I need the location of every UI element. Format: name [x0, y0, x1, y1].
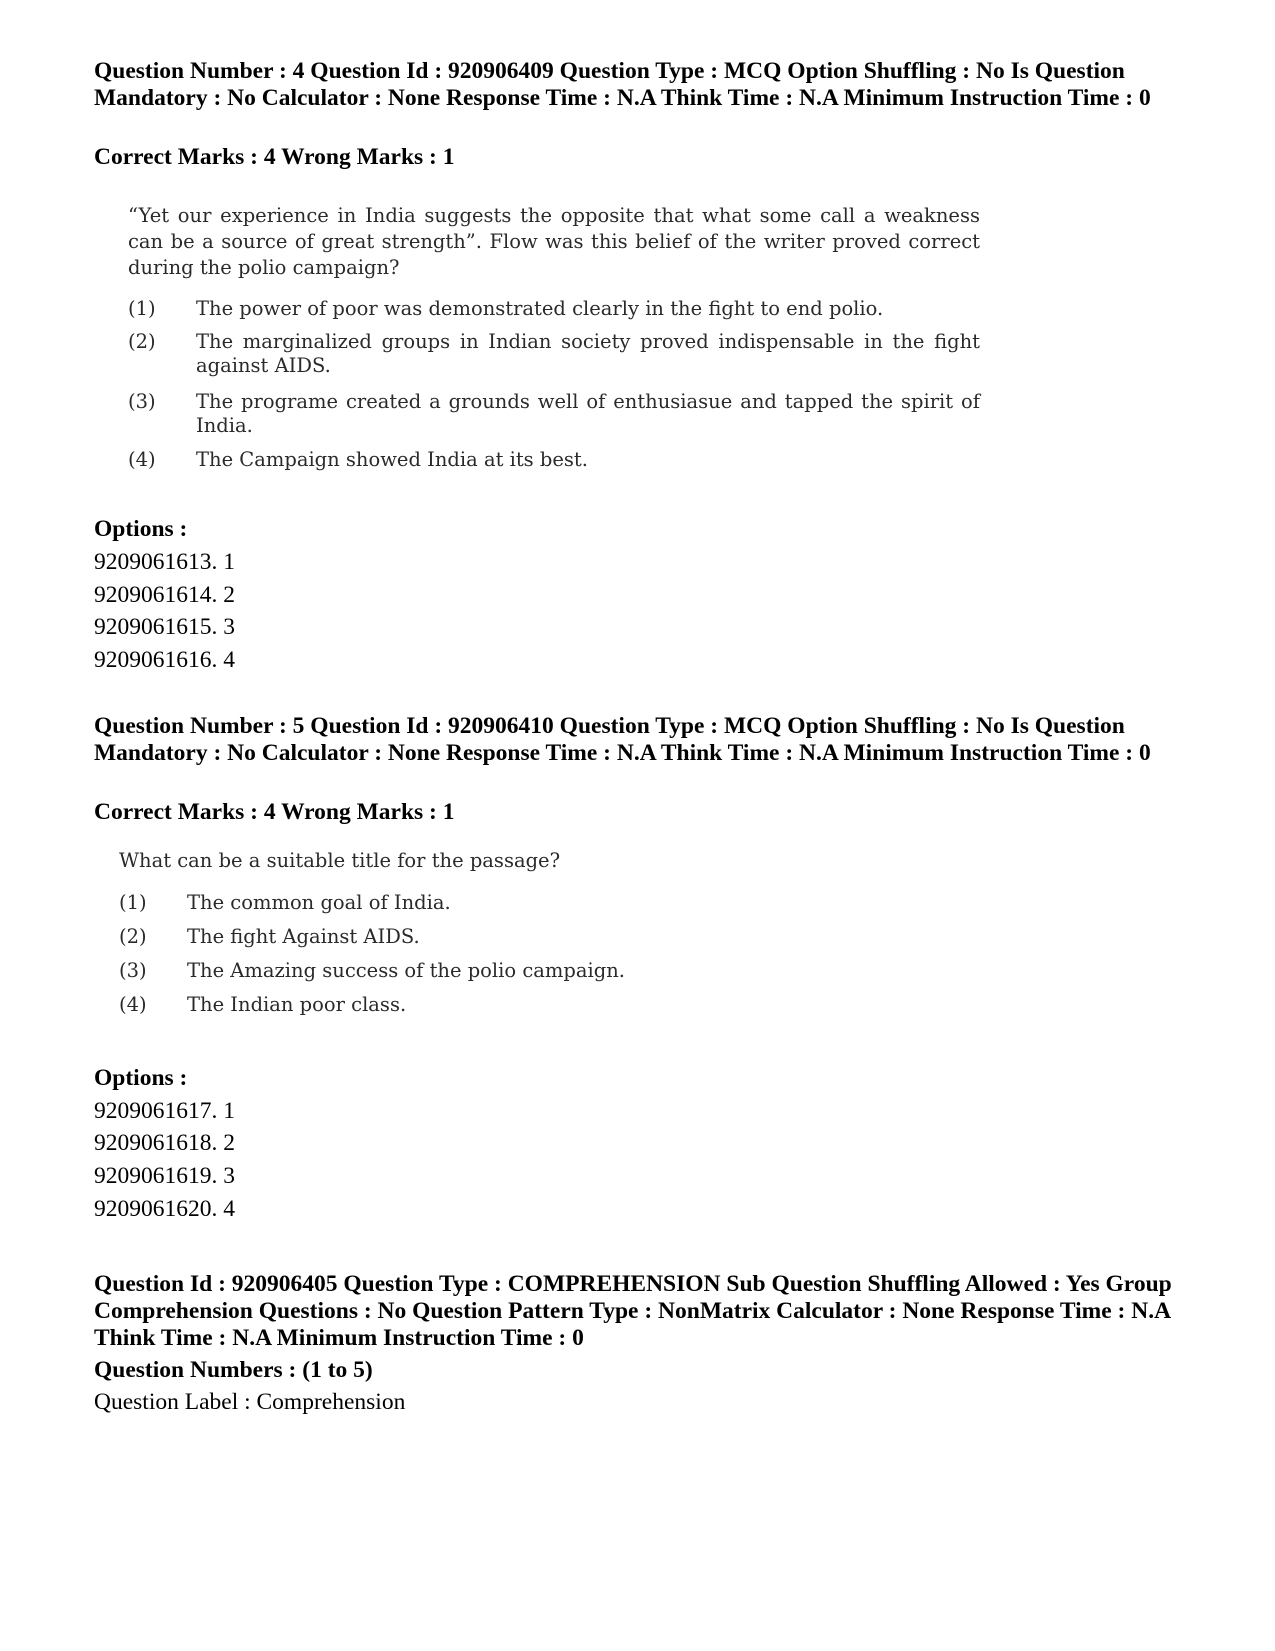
- q5-choice-4: [119, 993, 979, 1017]
- q5-marks: Correct Marks : 4 Wrong Marks : 1: [94, 799, 455, 825]
- q4-choice-2: [128, 330, 980, 378]
- choice-number: (1): [119, 891, 147, 914]
- q4-option-1: 9209061613. 1: [94, 549, 235, 575]
- q5-option-4: 9209061620. 4: [94, 1196, 235, 1222]
- q5-choice-2: [119, 925, 979, 949]
- choice-text: The power of poor was demonstrated clearly in the fight to end polio.: [196, 297, 884, 320]
- choice-text: The Indian poor class.: [187, 993, 407, 1016]
- q4-question-stem: “Yet our experience in India suggests the opposite that what some call a weakness can be a source of great strength”. Flow was this belief of the writer proved correct during the polio campaign?: [128, 204, 980, 279]
- comprehension-header: Question Id : 920906405 Question Type : COMPREHENSION Sub Question Shuffling Allowed : Yes Group Comprehension Questions : No Question Pattern Type : NonMatrix Calculator : None Response Time : N.A Think Time : N.A Minimum Instruction Time : 0: [94, 1271, 1172, 1351]
- q4-marks: Correct Marks : 4 Wrong Marks : 1: [94, 144, 455, 170]
- choice-text: The marginalized groups in Indian society proved indispensable in the fight against AIDS.: [196, 330, 980, 377]
- choice-text: The fight Against AIDS.: [187, 925, 420, 948]
- q4-choice-3: [128, 390, 980, 438]
- q4-option-4: 9209061616. 4: [94, 647, 235, 673]
- q5-question-stem: What can be a suitable title for the passage?: [119, 849, 561, 872]
- choice-number: (2): [128, 330, 156, 353]
- choice-number: (4): [128, 448, 156, 471]
- q4-option-2: 9209061614. 2: [94, 582, 235, 608]
- choice-text: The Campaign showed India at its best.: [196, 448, 588, 471]
- q5-option-1: 9209061617. 1: [94, 1098, 235, 1124]
- choice-number: (3): [128, 390, 156, 413]
- comprehension-question-numbers: Question Numbers : (1 to 5): [94, 1357, 373, 1383]
- choice-text: The common goal of India.: [187, 891, 451, 914]
- comprehension-label: Question Label : Comprehension: [94, 1389, 406, 1415]
- q5-choice-3: [119, 959, 979, 983]
- q5-choice-1: [119, 891, 979, 915]
- q4-choice-4: [128, 448, 980, 472]
- choice-number: (3): [119, 959, 147, 982]
- q5-option-3: 9209061619. 3: [94, 1163, 235, 1189]
- q5-header: Question Number : 5 Question Id : 920906410 Question Type : MCQ Option Shuffling : No Is Question Mandatory : No Calculator : None Response Time : N.A Think Time : N.A Minimum Instruction Time : 0: [94, 713, 1151, 766]
- q4-header: Question Number : 4 Question Id : 920906409 Question Type : MCQ Option Shuffling : No Is Question Mandatory : No Calculator : None Response Time : N.A Think Time : N.A Minimum Instruction Time : 0: [94, 58, 1151, 111]
- choice-text: The Amazing success of the polio campaign.: [187, 959, 625, 982]
- q4-options-label: Options :: [94, 516, 188, 542]
- choice-number: (2): [119, 925, 147, 948]
- q4-option-3: 9209061615. 3: [94, 614, 235, 640]
- q4-choice-1: [128, 297, 980, 321]
- q5-options-label: Options :: [94, 1065, 188, 1091]
- choice-text: The programe created a grounds well of enthusiasue and tapped the spirit of India.: [196, 390, 980, 437]
- q5-option-2: 9209061618. 2: [94, 1130, 235, 1156]
- choice-number: (1): [128, 297, 156, 320]
- choice-number: (4): [119, 993, 147, 1016]
